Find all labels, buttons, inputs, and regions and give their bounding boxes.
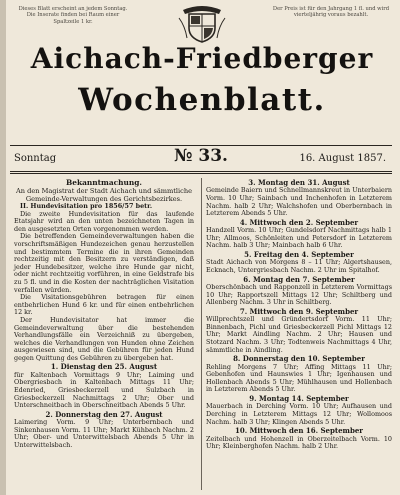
schedule-entry-text: Stadt Aichach von Morgens 8 – 11 Uhr; Algertshausen, Ecknach, Untergriesbach Nachm. 2 Uhr im Spitalhof. [206,258,392,274]
dateline [14,146,386,170]
schedule-entry-title: 10. Mittwoch den 16. September [235,426,363,436]
newspaper-title-line1: Aichach-Friedberger [30,42,374,75]
schedule-entry-title: 5. Freitag den 4. September [244,249,354,259]
masthead-note-right: Der Preis ist für den Jahrgang 1 fl. und wird vierteljährig voraus bezahlt. [272,6,390,19]
schedule-entry-text: Zeitelbach und Hohenzell in Oberzeitelbach Vorm. 10 Uhr; Kleinberghofen Nachm. halb 2 Uhr. [206,434,392,451]
announcement-paragraph: Die zweite Hundevisitation für das laufende Etatsjahr wird an den unten bezeichneten Tagen in den ausgesetzten Orten vorgenommen werden. [14,209,194,233]
schedule-entry-title: 6. Montag den 7. September [243,274,355,284]
schedule-entry-title: 9. Montag 14. September [249,393,349,403]
schedule-entry-title: 8. Donnerstag den 10. September [233,354,365,364]
announcement-addressee: An den Magistrat der Stadt Aichach und sämmtliche Gemeinde-Verwaltungen des Gerichtsbezirkes. [16,187,192,203]
page-edge [0,0,6,495]
masthead [8,2,396,146]
schedule-entry-text: für Kaltenbach Vormittags 9 Uhr; Laiming und Obergriesbach in Kaltenbach Mittags 11 Uhr; Edenried, Griesbeckerzell und Sulzbach in Griesbeckerzell Nachmittags 2 Uhr; Ober und Unterschneitbach in Oberschneitbach Abends 5 Uhr. [14,370,194,410]
header-rule-bottom-2 [10,173,392,174]
schedule-entry-text: Laimering Vorm. 9 Uhr; Unterbernbach und Sinkenhausen Vorm. 11 Uhr; Markt Kühbach Nachm. 2 Uhr; Ober- und Unterwittelsbach Abends 5 Uhr in Unterwittelsbach. [14,418,194,450]
announcement-subject: II. Hundevisitation pro 1856/57 betr. [20,202,153,210]
schedule-entry-text: Willprechtszell und Gründertsdorf Vorm. 11 Uhr; Binnenbach, Pichl und Griesbeckerzell Pichl Mittags 12 Uhr; Markt Aindling Nachm. 2 Uhr; Hausen und Stotzard Nachm. 3 Uhr; Todtenweis Nachmittags 4 Uhr, sämmtliche in Aindling. [206,315,392,354]
masthead-note-left: Dieses Blatt erscheint an jedem Sonntag. Die Inserate finden bei Raum einer Spaltzeile 1 kr. [18,6,128,25]
schedule-entry-title: 2. Donnerstag den 27. August [45,409,163,419]
schedule-entry-text: Rehling Morgens 7 Uhr; Affing Mittags 11 Uhr; Gebenhofen und Haunswies 1 Uhr; Igenhausen und Hollenbach Abends 5 Uhr; Mühlhausen und Hollenbach in Letzterem Abends 5 Uhr. [206,362,392,394]
schedule-entry-text: Handzell Vorm. 10 Uhr; Gundelsdorf Nachmittags halb 1 Uhr; Allmoos, Schönleiten und Petersdorf in Letzterem Nachm. halb 3 Uhr; Mainbach halb 6 Uhr. [206,226,392,250]
schedule-entry-text: Oberschönbach und Rapponzell in Letzterem Vormittags 10 Uhr; Rapportszell Mittags 12 Uhr; Schiltberg und Allenberg Nachm. 3 Uhr in Schiltberg. [206,282,392,307]
announcement-paragraph: Der Hundevisitator hat immer die Gemeindeverwaltung über die bestehenden Verhandlungsfälle ein Verzeichniß zu übergeben, welches die Verhandlungen von Hunden ohne Zeichen ausgewiesen sind, und die Gebühren für jeden Hund gegen Quittung des Gebühren zu übergeben hat. [14,315,194,362]
newspaper-title-line2: Wochenblatt. [78,82,326,118]
issue-date: 16. August 1857. [299,153,386,164]
column-divider [201,178,202,490]
schedule-entry-title: 4. Mittwoch den 2. September [239,217,359,227]
schedule-entry-title: 3. Montag den 31. August [248,178,350,187]
announcement-paragraph: Die Visitationsgebühren betragen für einen entbehrlichen Hund 6 kr. und für einen entbehrlichen 12 kr. [14,293,194,317]
schedule-entry-title: 1. Dienstag den 25. August [50,362,158,372]
left-column [14,178,194,450]
schedule-entry-text: Gemeinde Baiern und Schnellmannskreut in Unterbaiern Vorm. 10 Uhr; Sainbach und Inchenhofen in Letzterem Nachm. halb 2 Uhr; Walchshofen und Oberbernbach in Letzterem Abends 5 Uhr. [206,186,392,218]
announcement-heading: Bekanntmachung. [66,178,142,187]
announcement-paragraph: Die betreffenden Gemeindeverwaltungen haben die vorschriftsmäßigen Hundezeichen genau herzustellen und bestimmtem Termine die in ihren Gemeinden rechtzeitig mit den Besitzern zu verständigen, daß jeder Hundebesitzer, welche ihre Hunde gar nicht, oder nicht rechtzeitig vorführen, in eine Geldstrafe bis zu 5 fl. und in die Kosten der nachträglichen Visitation verfallen würden. [14,232,194,294]
issue-day: Sonntag [14,153,57,164]
right-column [206,178,392,451]
header-rule-bottom [10,171,392,172]
issue-number: № 33. [174,146,228,166]
coat-of-arms-icon [175,4,229,44]
schedule-entry-title: 7. Mittwoch den 9. September [239,306,359,316]
schedule-entry-text: Mauerbach in Derching Vorm. 10 Uhr; Aufhausen und Derching in Letzterem Mittags 12 Uhr; Wollomoos Nachm. halb 3 Uhr; Klingen Abends 5 Uhr. [206,402,392,426]
